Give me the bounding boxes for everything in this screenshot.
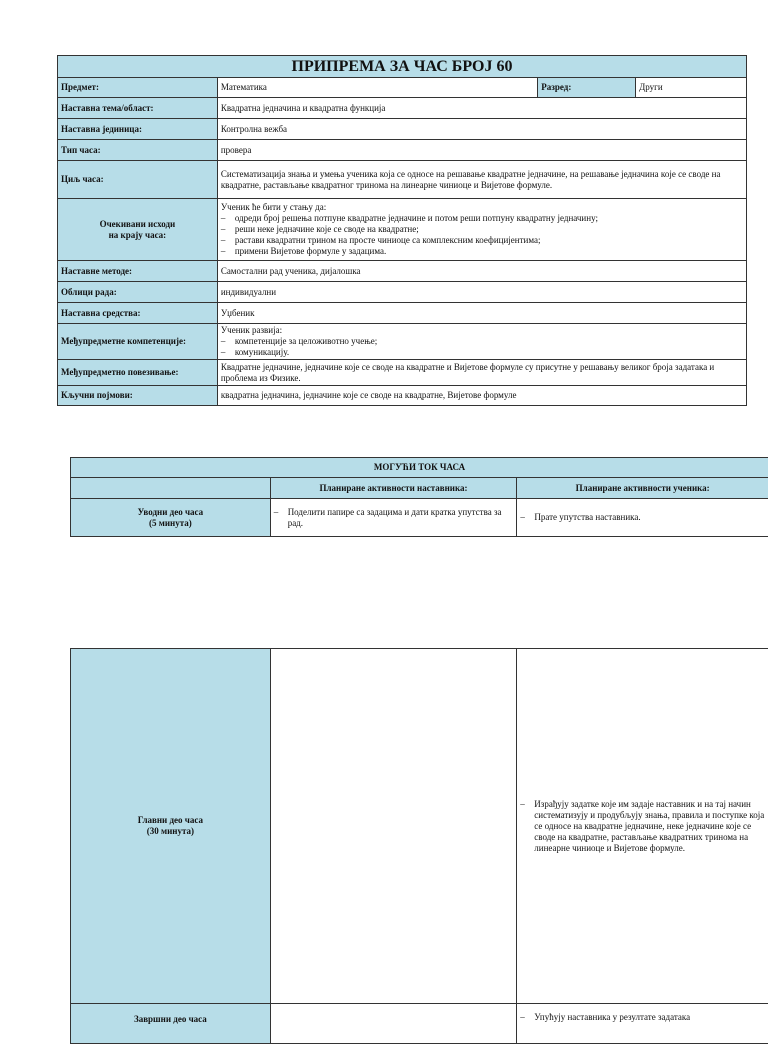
final-part-label: Завршни део часа xyxy=(71,1004,271,1044)
intro-student-activity xyxy=(517,499,768,537)
lesson-info-table xyxy=(57,55,747,406)
outcomes-intro: Ученик ће бити у стању да: xyxy=(221,202,743,213)
keywords-value: квадратна једначина, једначине које се своде на квадратне, Вијетове формуле xyxy=(217,386,746,406)
subject-value: Математика xyxy=(217,78,537,98)
list-item: – Поделити папире са задацима и дати кратка упутства за рад. xyxy=(274,507,514,529)
list-item: – примени Вијетове формуле у задацима. xyxy=(221,246,743,257)
list-item: – компетенције за целоживотно учење; xyxy=(221,336,743,347)
list-item: – комуникацију. xyxy=(221,347,743,358)
flow-title: МОГУЋИ ТОК ЧАСА xyxy=(71,458,768,478)
competences-label: Међупредметне компетенције: xyxy=(58,324,218,360)
unit-value: Контролна вежба xyxy=(217,119,746,140)
intro-part-label xyxy=(71,499,271,537)
means-value: Уџбеник xyxy=(217,303,746,324)
competences-intro: Ученик развија: xyxy=(221,325,743,336)
correlation-label: Међупредметно повезивање: xyxy=(58,360,218,386)
lesson-main-table xyxy=(70,648,768,1044)
competences-value xyxy=(217,324,746,360)
flow-corner-cell xyxy=(71,478,271,499)
type-value: провера xyxy=(217,140,746,161)
main-teacher-activity xyxy=(270,649,517,1004)
forms-label: Облици рада: xyxy=(58,282,218,303)
page-title: ПРИПРЕМА ЗА ЧАС БРОЈ 60 xyxy=(58,56,747,78)
intro-part-duration: (5 минута) xyxy=(74,518,267,529)
lesson-flow-table xyxy=(70,457,768,537)
list-item: – реши неке једначине које се своде на квадратне; xyxy=(221,224,743,235)
keywords-label: Кључни појмови: xyxy=(58,386,218,406)
student-activities-header: Планиране активности ученика: xyxy=(517,478,768,499)
grade-value: Други xyxy=(636,78,747,98)
forms-value: индивидуални xyxy=(217,282,746,303)
list-item: – Упућују наставника у резултате задатака xyxy=(520,1012,765,1023)
type-label: Тип часа: xyxy=(58,140,218,161)
teacher-activities-header: Планиране активности наставника: xyxy=(270,478,517,499)
list-item: – растави квадратни трином на просте чиниоце са комплексним коефицијентима; xyxy=(221,235,743,246)
outcomes-list xyxy=(221,213,743,257)
outcomes-label xyxy=(58,199,218,261)
outcomes-label-line-1: Очекивани исходи xyxy=(61,219,214,230)
intro-part-title: Уводни део часа xyxy=(74,507,267,518)
goal-value: Систематизација знања и умења ученика која се односе на решавање квадратне једначине, на решавање једначина које се своде на квадратне, растављање квадратног тринома на линеарне чиниоце и Вијетове формуле. xyxy=(217,161,746,199)
main-part-title: Главни део часа xyxy=(74,815,267,826)
list-item: – одреди број решења потпуне квадратне једначине и потом реши потпуну квадратну једначину; xyxy=(221,213,743,224)
subject-label: Предмет: xyxy=(58,78,218,98)
list-item: – Израђују задатке које им задаје наставник и на тај начин систематизују и продубљују знања, правила и поступке која се односе на квадратне једначине, неке једначине које се своде на квадратне, растављање квадратних тринома на линеарне чиниоце и Вијетове формуле. xyxy=(520,799,765,854)
outcomes-label-line-2: на крају часа: xyxy=(61,230,214,241)
main-part-label xyxy=(71,649,271,1004)
topic-label: Наставна тема/област: xyxy=(58,98,218,119)
main-student-activity xyxy=(517,649,768,1004)
unit-label: Наставна јединица: xyxy=(58,119,218,140)
methods-label: Наставне методе: xyxy=(58,261,218,282)
topic-value: Квадратна једначина и квадратна функција xyxy=(217,98,746,119)
competences-list xyxy=(221,336,743,358)
grade-label: Разред: xyxy=(538,78,636,98)
methods-value: Самостални рад ученика, дијалошка xyxy=(217,261,746,282)
means-label: Наставна средства: xyxy=(58,303,218,324)
list-item: – Прате упутства наставника. xyxy=(520,512,765,523)
intro-teacher-activity xyxy=(270,499,517,537)
goal-label: Циљ часа: xyxy=(58,161,218,199)
correlation-value: Квадратне једначине, једначине које се своде на квадратне и Вијетове формуле су присутне у решавању великог броја задатака и проблема из Физике. xyxy=(217,360,746,386)
main-part-duration: (30 минута) xyxy=(74,826,267,837)
outcomes-value xyxy=(217,199,746,261)
